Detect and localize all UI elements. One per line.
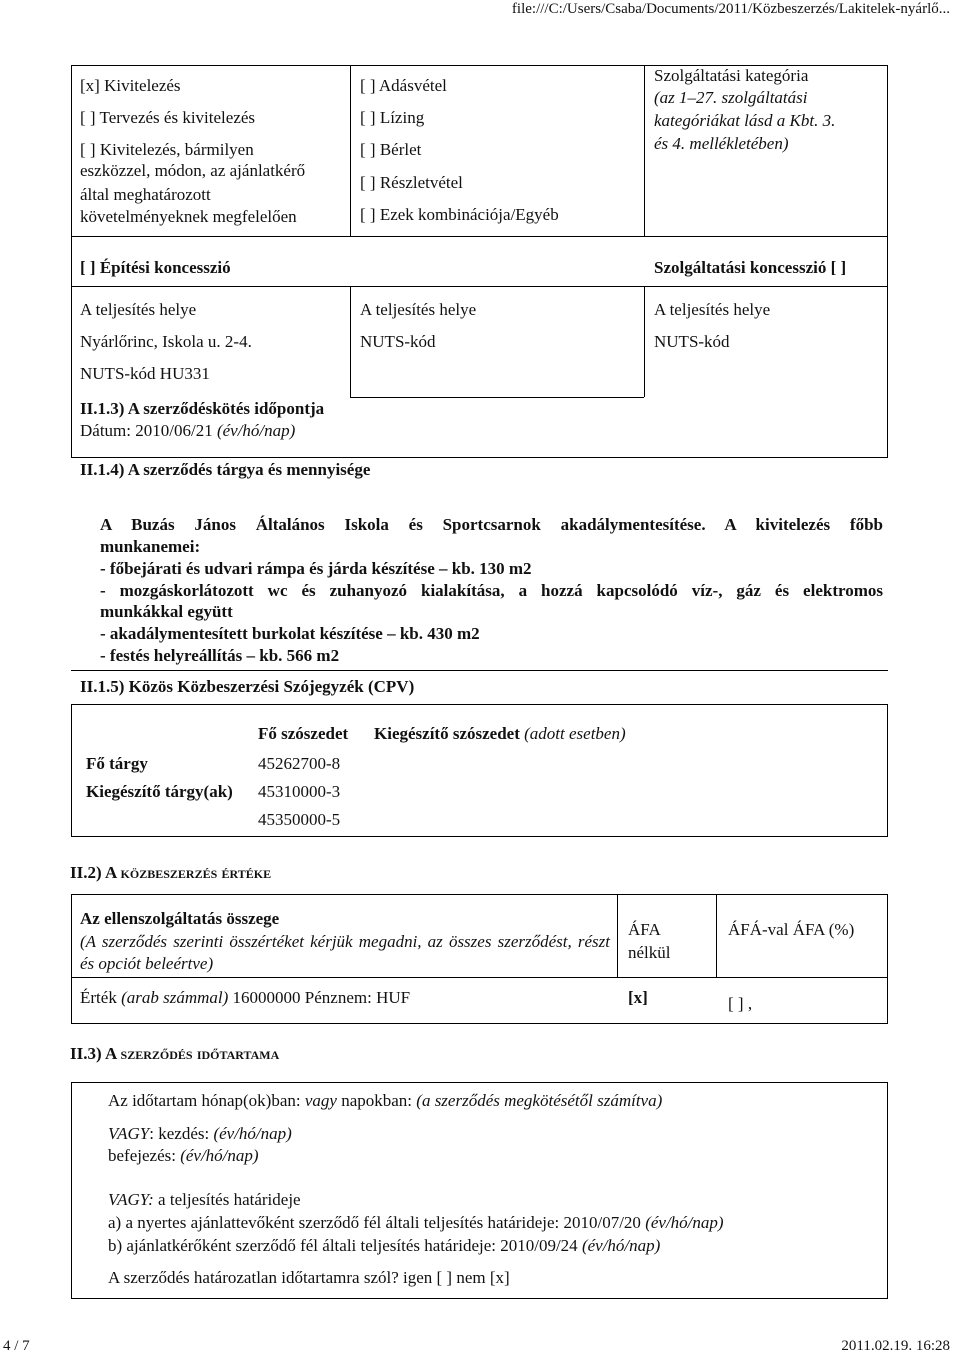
cpv-main-subject-label: Fő tárgy bbox=[86, 754, 148, 773]
total-value-note: (A szerződés szerinti összértéket kérjük megadni, az összes szerződést, részt és opciót beleértve) bbox=[80, 932, 610, 973]
duration-start: VAGY: kezdés: (év/hó/nap) bbox=[108, 1124, 292, 1143]
contract-date: Dátum: 2010/06/21 (év/hó/nap) bbox=[80, 421, 296, 440]
option-text-line: által meghatározott bbox=[80, 185, 211, 204]
place-value: Nyárlőrinc, Iskola u. 2-4. bbox=[80, 332, 252, 351]
total-value-title: Az ellenszolgáltatás összege bbox=[80, 909, 280, 928]
duration-end: befejezés: (év/hó/nap) bbox=[108, 1146, 259, 1165]
option-kivitelezes: [x] Kivitelezés bbox=[80, 76, 181, 95]
place-label: A teljesítés helye bbox=[654, 300, 771, 319]
place-label: A teljesítés helye bbox=[80, 300, 197, 319]
section-title-contract-date: II.1.3) A szerződéskötés időpontja bbox=[80, 399, 325, 418]
col-afa-nelkul: nélkül bbox=[628, 943, 671, 962]
service-category-note: kategóriákat lásd a Kbt. 3. bbox=[654, 111, 836, 130]
page-number: 4 / 7 bbox=[3, 1338, 30, 1354]
section-title-value: II.2) A közbeszerzés értéke bbox=[70, 863, 272, 882]
option-adasvetel: [ ] Adásvétel bbox=[360, 76, 447, 95]
option-kombinacio: [ ] Ezek kombinációja/Egyéb bbox=[360, 205, 559, 224]
service-category-label: Szolgáltatási kategória bbox=[654, 66, 809, 85]
section-title-duration: II.3) A szerződés időtartama bbox=[70, 1044, 280, 1063]
cpv-head-main: Fő szószedet bbox=[258, 724, 349, 743]
deadline-winner: a) a nyertes ajánlattevőként szerződő fél általi teljesítés határideje: 2010/07/20 (év/hó/nap) bbox=[108, 1213, 724, 1232]
option-text-line: követelményeknek megfelelően bbox=[80, 207, 297, 226]
indefinite-duration: A szerződés határozatlan időtartamra szól? igen [ ] nem [x] bbox=[108, 1268, 510, 1287]
service-category-note: és 4. mellékletében) bbox=[654, 134, 789, 153]
service-concession-option: Szolgáltatási koncesszió [ ] bbox=[654, 258, 847, 277]
option-reszletvetel: [ ] Részletvétel bbox=[360, 173, 463, 192]
cpv-additional-code: 45310000-3 bbox=[258, 782, 341, 801]
file-url: file:///C:/Users/Csaba/Documents/2011/Közbeszerzés/Lakitelek-nyárlő... bbox=[511, 1, 950, 17]
value-row: Érték (arab számmal) 16000000 Pénznem: HUF bbox=[80, 988, 411, 1007]
section-title-subject: II.1.4) A szerződés tárgya és mennyisége bbox=[80, 460, 371, 479]
place-nuts-code: NUTS-kód HU331 bbox=[80, 364, 210, 383]
section-title-cpv: II.1.5) Közös Közbeszerzési Szójegyzék (CPV) bbox=[80, 677, 415, 696]
cpv-head-supplementary: Kiegészítő szószedet (adott esetben) bbox=[374, 724, 626, 743]
option-tervezes-kivitelezes: [ ] Tervezés és kivitelezés bbox=[80, 108, 256, 127]
building-concession-option: [ ] Építési koncesszió bbox=[80, 258, 231, 277]
place-nuts-code: NUTS-kód bbox=[654, 332, 730, 351]
duration-months-days: Az időtartam hónap(ok)ban: vagy napokban: (a szerződés megkötésétől számítva) bbox=[108, 1091, 663, 1110]
cpv-additional-code: 45350000-5 bbox=[258, 810, 341, 829]
col-afa-nelkul: ÁFA bbox=[628, 920, 661, 939]
place-label: A teljesítés helye bbox=[360, 300, 477, 319]
option-text-line: eszközzel, módon, az ajánlatkérő bbox=[80, 161, 306, 180]
option-kivitelezes-barmilyen: [ ] Kivitelezés, bármilyen bbox=[80, 140, 254, 159]
cpv-main-code: 45262700-8 bbox=[258, 754, 341, 773]
deadline-contracting-authority: b) ajánlatkérőként szerződő fél általi teljesítés határideje: 2010/09/24 (év/hó/nap) bbox=[108, 1236, 661, 1255]
checkbox-afa-nelkul: [x] bbox=[628, 988, 648, 1007]
duration-deadline: VAGY: a teljesítés határideje bbox=[108, 1190, 301, 1209]
col-afa-val: ÁFÁ-val ÁFA (%) bbox=[728, 920, 855, 939]
option-berlet: [ ] Bérlet bbox=[360, 140, 422, 159]
option-lizing: [ ] Lízing bbox=[360, 108, 425, 127]
cpv-additional-label: Kiegészítő tárgy(ak) bbox=[86, 782, 233, 801]
print-datetime: 2011.02.19. 16:28 bbox=[841, 1338, 950, 1354]
service-category-note: (az 1–27. szolgáltatási bbox=[654, 88, 808, 107]
place-nuts-code: NUTS-kód bbox=[360, 332, 436, 351]
checkbox-afa-val: [ ] , bbox=[728, 994, 753, 1013]
